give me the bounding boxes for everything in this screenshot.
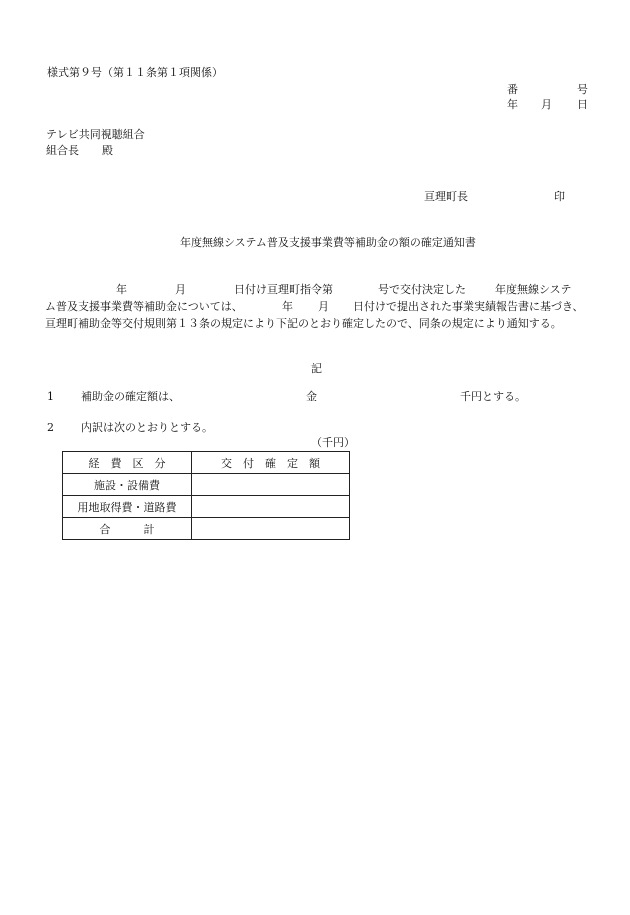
body-line2-part1: ム普及支援事業費等補助金については、: [45, 300, 243, 313]
document-title: 年度無線システム普及支援事業費等補助金の額の確定通知書: [180, 236, 476, 249]
total-value: [192, 518, 350, 540]
item1-number: 1: [47, 390, 54, 403]
document-number-suffix: 号: [577, 83, 588, 96]
row-label-facilities: 施設・設備費: [63, 474, 192, 496]
addressee-honorific: 殿: [102, 144, 113, 157]
table-header-row: [63, 452, 350, 474]
ki-heading: 記: [311, 362, 322, 375]
body-line2-month: 月: [318, 300, 329, 313]
seal-mark: 印: [554, 190, 565, 203]
item1-unit: 千円とする。: [460, 390, 526, 403]
body-line1-part3: 年度無線システ: [495, 283, 572, 296]
item1-text: 補助金の確定額は、: [81, 390, 180, 403]
date-month-label: 月: [541, 98, 552, 111]
item2-text: 内訳は次のとおりとする。: [81, 421, 213, 434]
body-line2-part2: 日付けで提出された事業実績報告書に基づき、: [353, 300, 584, 313]
row-value-facilities: [192, 474, 350, 496]
body-line1-part2: 号で交付決定した: [378, 283, 466, 296]
column-header-amount: 交 付 確 定 額: [192, 452, 350, 474]
body-line3: 亘理町補助金等交付規則第１３条の規定により下記のとおり確定したので、同条の規定により通知する。: [45, 317, 562, 330]
row-label-land-road: 用地取得費・道路費: [63, 496, 192, 518]
addressee-title: 組合長: [46, 144, 79, 157]
table-total-row: [63, 518, 350, 540]
breakdown-table: [62, 451, 350, 540]
body-line2-year: 年: [282, 300, 293, 313]
body-line1-month: 月: [175, 283, 186, 296]
total-label: 合 計: [63, 518, 192, 540]
item1-kin: 金: [306, 390, 317, 403]
table-unit-note: （千円）: [311, 436, 355, 449]
document-number-label: 番: [507, 83, 518, 96]
table-row: [63, 474, 350, 496]
form-label: 様式第９号（第１１条第１項関係）: [47, 66, 223, 79]
column-header-category: 経 費 区 分: [63, 452, 192, 474]
row-value-land-road: [192, 496, 350, 518]
addressee-organization: テレビ共同視聴組合: [46, 128, 145, 141]
table-row: [63, 496, 350, 518]
item2-number: 2: [47, 421, 54, 434]
date-year-label: 年: [507, 98, 518, 111]
issuer-name: 亘理町長: [424, 190, 468, 203]
body-line1-part1: 日付け亘理町指令第: [234, 283, 333, 296]
body-line1-year: 年: [116, 283, 127, 296]
date-day-label: 日: [577, 98, 588, 111]
